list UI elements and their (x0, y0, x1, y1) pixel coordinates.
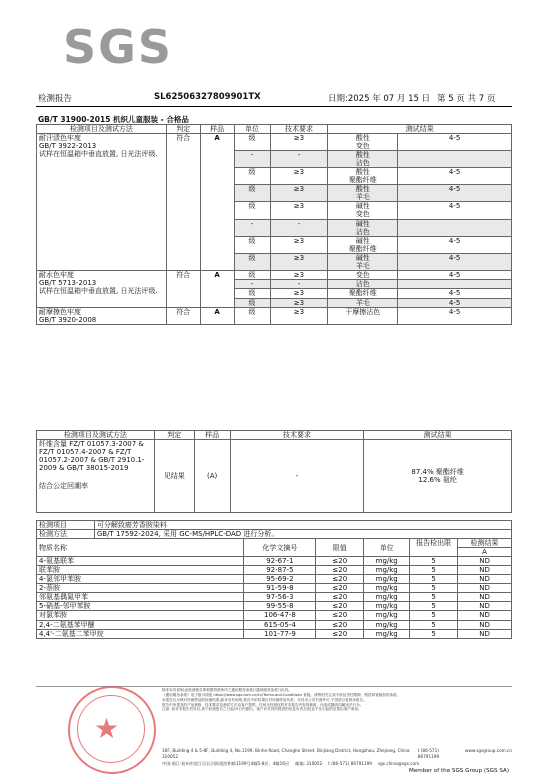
result-item-cell: 沾色 (328, 280, 398, 289)
official-stamp (68, 686, 156, 774)
report-label: 检测报告 (38, 94, 73, 104)
verdict: 符合 (166, 307, 200, 324)
result-item-cell (328, 236, 398, 253)
test-method-text: 纤维含量 FZ/T 01057.3-2007 & FZ/T 01057.4-2007 & FZ/T 01057.2-2007 & GB/T 2910.1-2009 & GB/T 38015-2019 (39, 440, 145, 473)
substance-name: 4-氯邻甲苯胺 (37, 575, 244, 584)
substance-cell: ND (458, 602, 512, 611)
requirement-cell: ≥3 (270, 253, 328, 270)
result-value-cell: 4-5 (398, 298, 512, 307)
substance-cell: ND (458, 575, 512, 584)
substance-cell: mg/kg (364, 611, 410, 620)
footer-line: 除非另有说明,此检测报告系根据背面所印之通用服务条款(《通用服务条款》)出具。 (162, 688, 292, 692)
substance-cell: 5 (410, 620, 458, 629)
col-header: 样品 (200, 125, 234, 134)
section-title: GB/T 31900-2015 机织儿童服装 - 合格品 (38, 115, 189, 124)
col-header: 物质名称 (37, 539, 244, 557)
fiber-content-table (36, 430, 512, 513)
substance-cell: 92-67-1 (244, 557, 316, 566)
requirement-cell: - (270, 219, 328, 236)
substance-cell: mg/kg (364, 602, 410, 611)
result-value-cell: 4-5 (398, 185, 512, 202)
result-item-cell (328, 219, 398, 236)
substance-cell: 5 (410, 557, 458, 566)
col-header: 单位 (364, 539, 410, 557)
unit-cell: 级 (234, 134, 270, 151)
substance-cell: 5 (410, 566, 458, 575)
table-body (37, 134, 512, 325)
footer-line: 注意: 如对本报告有异议,请于收到报告之日起15日内提出。客户应对其所提供的信息负责,因信息不实引起的后果由客户承担。 (162, 707, 362, 712)
table-row (37, 611, 512, 620)
result-item-cell (328, 253, 398, 270)
result-value-cell (398, 151, 512, 168)
unit-cell: 级 (234, 202, 270, 219)
col-header: 报告检出限 (410, 539, 458, 557)
result-item-cell: 干摩擦沾色 (328, 307, 398, 324)
result-item-cell (328, 202, 398, 219)
col-header: 样品 (194, 431, 230, 440)
address-line-cn (162, 761, 512, 767)
test-method-value: GB/T 17592-2024, 采用 GC-MS/HPLC-DAD 进行分析。 (94, 530, 511, 539)
table-row (37, 307, 512, 324)
col-header: 判定 (154, 431, 194, 440)
result-value-cell: 4-5 (398, 236, 512, 253)
table-row (37, 134, 512, 151)
unit-cell: 级 (234, 298, 270, 307)
col-header: 判定 (166, 125, 200, 134)
sgs-logo: SGS (63, 20, 174, 74)
test-condition: 碱性 (355, 236, 370, 245)
unit-cell: - (234, 280, 270, 289)
substance-cell: ≤20 (316, 602, 364, 611)
substance-cell: ND (458, 584, 512, 593)
table-row (37, 575, 512, 584)
result-item-cell (328, 134, 398, 151)
col-header: 测试结果 (328, 125, 512, 134)
result-value-cell: 4-5 (398, 270, 512, 279)
result-value-cell: 4-5 (398, 202, 512, 219)
result-item-cell (328, 185, 398, 202)
requirement-cell: ≥3 (270, 270, 328, 279)
footer-line: 报告中所提及的产品规格、技术要求及测试方法由客户提供。任何未经授权的对本报告内容的修改、伪造或篡改均属违法行为。 (162, 702, 364, 707)
stain-item: 羊毛 (355, 261, 370, 270)
table-row (37, 602, 512, 611)
verdict: 符合 (166, 134, 200, 271)
col-header: 化学文摘号 (244, 539, 316, 557)
table-row (37, 270, 512, 279)
azo-dye-table (36, 520, 512, 639)
result-value-cell (398, 280, 512, 289)
test-condition: 酸性 (355, 134, 370, 143)
substance-cell: ≤20 (316, 593, 364, 602)
result-item-cell: 变色 (328, 270, 398, 279)
test-method-row (37, 530, 512, 539)
fiber-result (364, 440, 512, 513)
test-condition: 酸性 (355, 185, 370, 194)
colorfastness-table (36, 124, 512, 325)
substance-cell: ≤20 (316, 557, 364, 566)
substance-name: 5-硝基-邻甲苯胺 (37, 602, 244, 611)
substance-cell: ≤20 (316, 566, 364, 575)
col-header: 技术要求 (270, 125, 328, 134)
page-indicator: 第 5 页 共 7 页 (437, 94, 496, 104)
col-header: 检测结果 (458, 539, 512, 548)
requirement-cell: ≥3 (270, 289, 328, 298)
requirement-cell: ≥3 (270, 134, 328, 151)
requirement-cell: ≥3 (270, 307, 328, 324)
result-item-cell (328, 168, 398, 185)
table-row (37, 584, 512, 593)
stain-item: 变色 (355, 142, 370, 151)
member-note: Member of the SGS Group (SGS SA) (409, 768, 509, 774)
fiber-result-polyester: 87.4% 聚酯纤维 (411, 468, 464, 476)
address-zip: 邮编: 310052 (295, 760, 323, 766)
result-item-cell (328, 151, 398, 168)
website-link[interactable]: www.sgsgroup.com.cn (465, 748, 512, 753)
col-header: 检测项目及测试方法 (37, 125, 167, 134)
stain-item: 聚酯纤维 (348, 176, 377, 185)
substance-cell: 95-69-2 (244, 575, 316, 584)
substance-cell: ND (458, 611, 512, 620)
address-tel: t (86-571) 86791199 (417, 748, 440, 760)
report-date: 日期:2025 年 07 月 15 日 (328, 94, 431, 104)
substance-cell: ≤20 (316, 575, 364, 584)
substance-name: 对氯苯胺 (37, 611, 244, 620)
substance-cell: 101-77-9 (244, 629, 316, 638)
sample: A (200, 134, 234, 271)
substance-cell: ≤20 (316, 629, 364, 638)
stain-item: 沾色 (355, 159, 370, 168)
verdict: 符合 (166, 270, 200, 307)
unit-cell: 级 (234, 289, 270, 298)
substance-cell: mg/kg (364, 584, 410, 593)
substance-cell: mg/kg (364, 593, 410, 602)
unit-cell: 级 (234, 253, 270, 270)
table-body (37, 557, 512, 638)
requirement: - (230, 440, 364, 513)
substance-cell: mg/kg (364, 629, 410, 638)
test-item-row (37, 521, 512, 530)
header-divider (36, 106, 512, 107)
table-row (37, 629, 512, 638)
table-header-row (37, 125, 512, 134)
table-header-row (37, 431, 512, 440)
result-value-cell: 4-5 (398, 307, 512, 324)
substance-name: 4-氨基联苯 (37, 557, 244, 566)
sample: A (200, 270, 234, 307)
unit-cell: 级 (234, 307, 270, 324)
email-link[interactable]: sgs.china@sgs.com (377, 760, 420, 766)
substance-cell: ≤20 (316, 584, 364, 593)
requirement-cell: ≥3 (270, 185, 328, 202)
substance-cell: 5 (410, 575, 458, 584)
test-method: 耐摩擦色牢度 GB/T 3920-2008 (37, 307, 167, 324)
requirement-cell: ≥3 (270, 236, 328, 253)
col-header: 检测项目及测试方法 (37, 431, 155, 440)
substance-cell: 5 (410, 611, 458, 620)
test-method (37, 440, 155, 513)
test-method-note: 结合公定回潮率 (39, 482, 88, 491)
table-header-row (37, 539, 512, 548)
footer-line: 《通用服务条款》电子版可浏览 https://www.sgs.com.cn/en/Terms-and-Conditions 查阅。请特别关注其中涉及责任限制、赔偿和管辖权的条款。 (162, 692, 401, 697)
test-method: 耐水色牢度 GB/T 5713-2013 试样在恒温箱中垂直放置, 日光法评级. (37, 270, 167, 307)
substance-cell: mg/kg (364, 566, 410, 575)
substance-cell: ND (458, 629, 512, 638)
unit-cell: - (234, 151, 270, 168)
address-cn: 中国·浙江·杭州市滨江区长河街道滨和路1199号4幢5-8层、4幢16层 (162, 760, 290, 766)
substance-cell: 5 (410, 629, 458, 638)
requirement-cell: ≥3 (270, 168, 328, 185)
stain-item: 聚酯纤维 (348, 244, 377, 253)
result-value-cell: 4-5 (398, 134, 512, 151)
test-item-value: 可分解致癌芳香胺染料 (94, 521, 511, 530)
address-tel: t (86-571) 86791199 (328, 760, 372, 766)
col-header: 限值 (316, 539, 364, 557)
test-method-label: 检测方法 (37, 530, 95, 539)
substance-cell: 5 (410, 593, 458, 602)
unit-cell: 级 (234, 185, 270, 202)
unit-cell: - (234, 219, 270, 236)
substance-cell: 99-55-8 (244, 602, 316, 611)
substance-cell: ND (458, 620, 512, 629)
requirement-cell: - (270, 151, 328, 168)
substance-cell: ≤20 (316, 620, 364, 629)
fiber-result-spandex: 12.6% 氨纶 (418, 476, 457, 485)
test-condition: 碱性 (355, 219, 370, 228)
test-condition: 碱性 (355, 253, 370, 262)
requirement-cell: ≥3 (270, 202, 328, 219)
stain-item: 沾色 (355, 227, 370, 236)
substance-name: 联苯胺 (37, 566, 244, 575)
table-row (37, 566, 512, 575)
substance-cell: 615-05-4 (244, 620, 316, 629)
result-value-cell: 4-5 (398, 289, 512, 298)
result-value-cell (398, 219, 512, 236)
address-en: 16F, Building 4 & 5-8F, Building 4, No.1199, Binhe Road, Changhe Street, Binjiang District, Hangzhou, Zhejiang, China 310052 (162, 748, 410, 760)
requirement-cell: ≥3 (270, 298, 328, 307)
table-row (37, 557, 512, 566)
test-method: 耐汗渍色牢度 GB/T 3922-2013 试样在恒温箱中垂直放置, 日光法评级. (37, 134, 167, 271)
footer-terms (162, 688, 512, 712)
substance-cell: mg/kg (364, 620, 410, 629)
substance-cell: mg/kg (364, 575, 410, 584)
footer-line: 本报告仅反映对所测样品的检测结果,除非另有说明,报告中的结果仅对所测样品负责。未经本公司书面许可,不得部分复制本报告。 (162, 697, 367, 702)
substance-cell: 5 (410, 584, 458, 593)
table-row (37, 620, 512, 629)
result-value-cell: 4-5 (398, 253, 512, 270)
table-row (37, 593, 512, 602)
substance-cell: ND (458, 557, 512, 566)
substance-cell: 92-87-5 (244, 566, 316, 575)
address-line-en (162, 748, 512, 761)
substance-cell: ≤20 (316, 611, 364, 620)
stain-item: 变色 (355, 210, 370, 219)
verdict: 见结果 (154, 440, 194, 513)
col-header: 技术要求 (230, 431, 364, 440)
substance-name: 4,4'-二氨基二苯甲烷 (37, 629, 244, 638)
footer-address (162, 748, 512, 767)
test-condition: 酸性 (355, 168, 370, 177)
report-number: SL62506327809901TX (154, 92, 261, 102)
col-header: 测试结果 (364, 431, 512, 440)
col-header: 单位 (234, 125, 270, 134)
substance-cell: ND (458, 566, 512, 575)
substance-cell: 106-47-8 (244, 611, 316, 620)
star-icon: ★ (94, 712, 120, 745)
table-row (37, 440, 512, 513)
substance-cell: 97-56-3 (244, 593, 316, 602)
stain-item: 羊毛 (355, 193, 370, 202)
sample: A (200, 307, 234, 324)
unit-cell: 级 (234, 236, 270, 253)
substance-cell: ND (458, 593, 512, 602)
requirement-cell: - (270, 280, 328, 289)
substance-cell: 5 (410, 602, 458, 611)
result-value-cell: 4-5 (398, 168, 512, 185)
substance-name: 邻氨基偶氮甲苯 (37, 593, 244, 602)
result-item-cell: 羊毛 (328, 298, 398, 307)
substance-cell: mg/kg (364, 557, 410, 566)
test-item-label: 检测项目 (37, 521, 95, 530)
substance-cell: 91-59-8 (244, 584, 316, 593)
substance-name: 2-萘胺 (37, 584, 244, 593)
unit-cell: 级 (234, 270, 270, 279)
result-item-cell: 聚酯纤维 (328, 289, 398, 298)
unit-cell: 级 (234, 168, 270, 185)
sample-a-header: A (458, 548, 512, 557)
substance-name: 2,4-二氨基苯甲醚 (37, 620, 244, 629)
sample: (A) (194, 440, 230, 513)
test-condition: 碱性 (355, 202, 370, 211)
test-condition: 酸性 (355, 151, 370, 160)
